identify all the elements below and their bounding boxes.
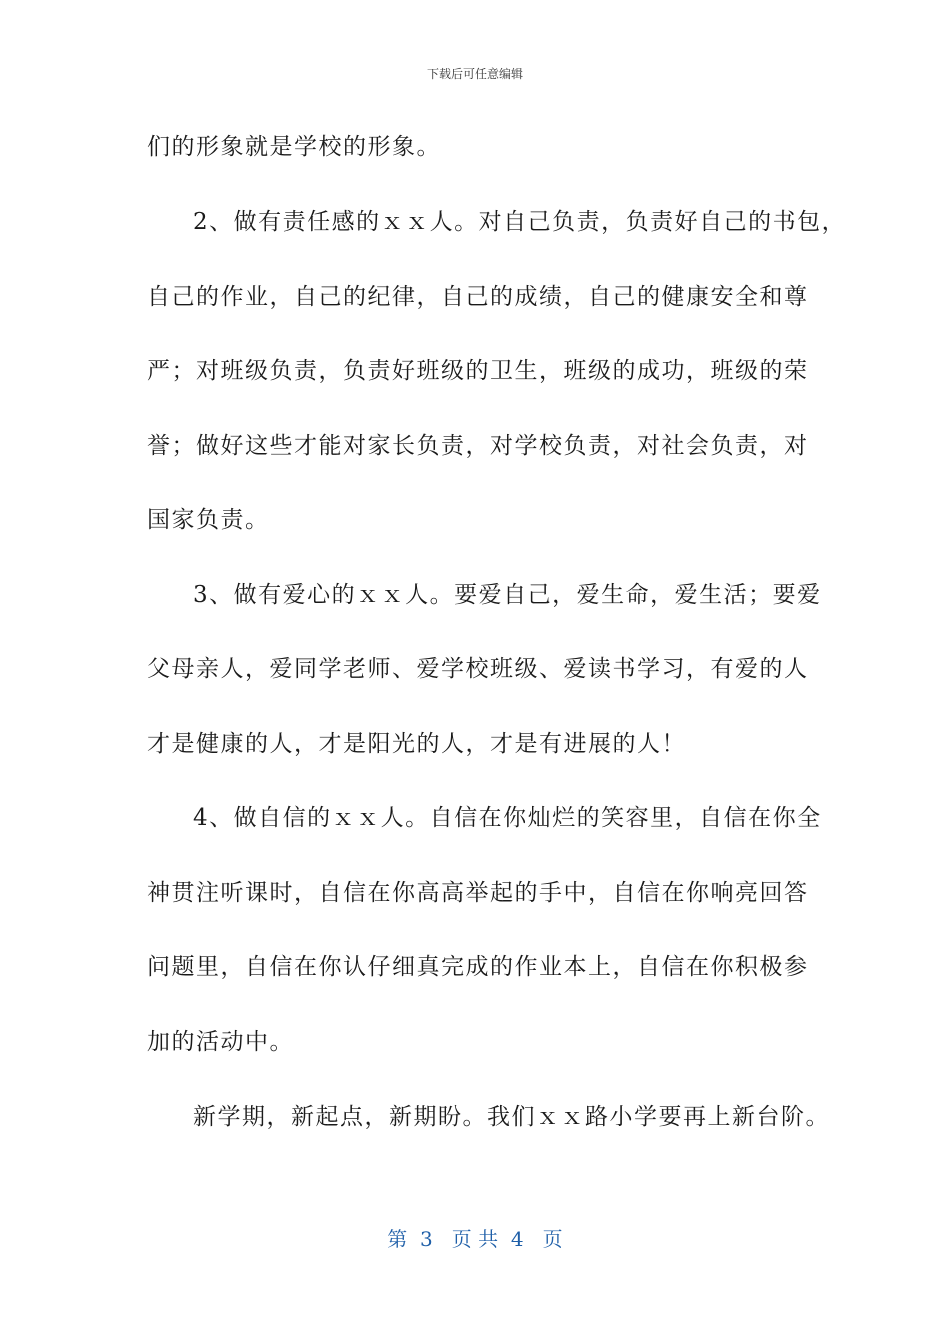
- text-line: 誉；做好这些才能对家长负责，对学校负责，对社会负责，对: [147, 433, 809, 459]
- text-line: 神贯注听课时，自信在你高高举起的手中，自信在你响亮回答: [147, 880, 809, 906]
- text-line: 父母亲人，爱同学老师、爱学校班级、爱读书学习，有爱的人: [147, 656, 809, 682]
- text-line: 2、做有责任感的ｘｘ人。对自己负责，负责好自己的书包，: [193, 209, 847, 235]
- page-number-footer: 第 3 页 共 4 页: [387, 1227, 563, 1251]
- text-line: 们的形象就是学校的形象。: [147, 134, 441, 160]
- text-line: 4、做自信的ｘｘ人。自信在你灿烂的笑容里，自信在你全: [193, 805, 822, 831]
- text-line: 问题里，自信在你认仔细真完成的作业本上，自信在你积极参: [147, 954, 809, 980]
- text-line: 国家负责。: [147, 507, 270, 533]
- text-line: 新学期，新起点，新期盼。我们ｘｘ路小学要再上新台阶。: [193, 1104, 830, 1130]
- text-line: 3、做有爱心的ｘｘ人。要爱自己，爱生命，爱生活；要爱: [193, 582, 822, 608]
- page-header: 下载后可任意编辑: [426, 67, 523, 81]
- text-line: 自己的作业，自己的纪律，自己的成绩，自己的健康安全和尊: [147, 284, 809, 310]
- text-line: 加的活动中。: [147, 1029, 294, 1055]
- text-line: 才是健康的人，才是阳光的人，才是有进展的人！: [147, 731, 686, 757]
- text-line: 严；对班级负责，负责好班级的卫生，班级的成功，班级的荣: [147, 358, 809, 384]
